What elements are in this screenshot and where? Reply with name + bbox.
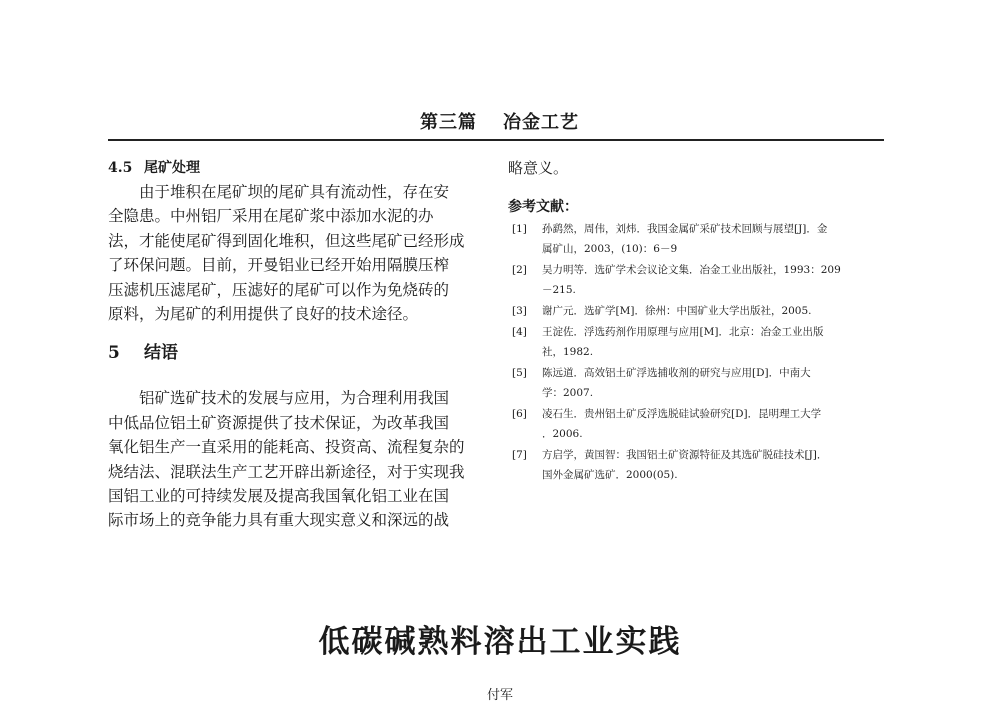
reference-number: [7] xyxy=(512,449,527,461)
references-title: 参考文献： xyxy=(508,199,578,215)
reference-line: 社，1982. xyxy=(542,346,594,358)
reference-item xyxy=(508,219,884,259)
reference-number: [1] xyxy=(512,223,527,235)
reference-item xyxy=(508,445,884,485)
reference-number: [3] xyxy=(512,305,527,317)
text-line: 际市场上的竞争能力具有重大现实意义和深远的战 xyxy=(108,511,450,530)
author-name: 付军 xyxy=(486,688,513,703)
text-line: 原料，为尾矿的利用提供了良好的技术途径。 xyxy=(108,305,419,324)
reference-line: 谢广元．选矿学[M]．徐州：中国矿业大学出版社，2005. xyxy=(542,305,812,317)
reference-number: [6] xyxy=(512,408,527,420)
reference-line: 吴力明等．选矿学术会议论文集．冶金工业出版社，1993：209 xyxy=(542,264,841,276)
text-line: 压滤机压滤尾矿，压滤好的尾矿可以作为免烧砖的 xyxy=(108,280,450,299)
reference-number: [2] xyxy=(512,264,527,276)
right-column xyxy=(508,156,884,485)
reference-line: 凌石生．贵州铝土矿反浮选脱硅试验研究[D]．昆明理工大学 xyxy=(542,408,822,420)
section-4-5-heading xyxy=(108,156,484,180)
text-line: 法，才能使尾矿得到固化堆积，但这些尾矿已经形成 xyxy=(108,231,465,250)
reference-line: 方启学，黄国智：我国铝土矿资源特征及其选矿脱硅技术[J]． xyxy=(542,449,828,461)
reference-line: 陈远道．高效铝土矿浮选捕收剂的研究与应用[D]．中南大 xyxy=(542,367,811,379)
section-4-5-paragraph xyxy=(108,180,484,326)
text-line: 烧结法、混联法生产工艺开辟出新途径，对于实现我 xyxy=(108,462,465,481)
part-label: 第三篇 xyxy=(420,112,477,133)
reference-item xyxy=(508,404,884,444)
section-5-heading xyxy=(108,340,484,366)
running-header xyxy=(420,108,590,136)
reference-item xyxy=(508,363,884,403)
text-line: 了环保问题。目前，开曼铝业已经开始用隔膜压榨 xyxy=(108,256,450,275)
article-title: 低碳碱熟料溶出工业实践 xyxy=(318,624,682,660)
reference-line: 属矿山，2003，(10)：6－9 xyxy=(542,243,678,255)
text-line: 铝矿选矿技术的发展与应用，为合理利用我国 xyxy=(139,389,450,408)
reference-item xyxy=(508,301,884,321)
text-line: 中低品位铝土矿资源提供了技术保证，为改革我国 xyxy=(108,413,450,432)
reference-line: 学：2007. xyxy=(542,387,594,399)
reference-item xyxy=(508,322,884,362)
section-title: 尾矿处理 xyxy=(144,160,200,176)
text-line: 国铝工业的可持续发展及提高我国氧化铝工业在国 xyxy=(108,487,450,506)
reference-line: ．2006. xyxy=(542,428,583,440)
reference-number: [4] xyxy=(512,326,527,338)
reference-line: 孙鹞然，周伟，刘炜．我国金属矿采矿技术回顾与展望[J]．金 xyxy=(542,223,828,235)
reference-item xyxy=(508,260,884,300)
reference-line: －215. xyxy=(542,284,576,296)
reference-line: 王淀佐．浮选药剂作用原理与应用[M]．北京：冶金工业出版 xyxy=(542,326,824,338)
section-title: 结语 xyxy=(144,343,178,364)
text-line: 氧化铝生产一直采用的能耗高、投资高、流程复杂的 xyxy=(108,438,465,457)
section-number: 4.5 xyxy=(108,160,133,176)
text-line: 全隐患。中州铝厂采用在尾矿浆中添加水泥的办 xyxy=(108,207,434,226)
text-line: 由于堆积在尾矿坝的尾矿具有流动性，存在安 xyxy=(139,183,450,201)
topic-label: 冶金工艺 xyxy=(503,112,579,133)
header-rule xyxy=(108,139,884,141)
section-number: 5 xyxy=(108,343,120,364)
continuation-text: 略意义。 xyxy=(508,159,569,177)
reference-line: 国外金属矿选矿．2000(05). xyxy=(542,469,678,481)
left-column xyxy=(108,156,484,533)
section-5-paragraph xyxy=(108,386,484,532)
reference-number: [5] xyxy=(512,367,527,379)
